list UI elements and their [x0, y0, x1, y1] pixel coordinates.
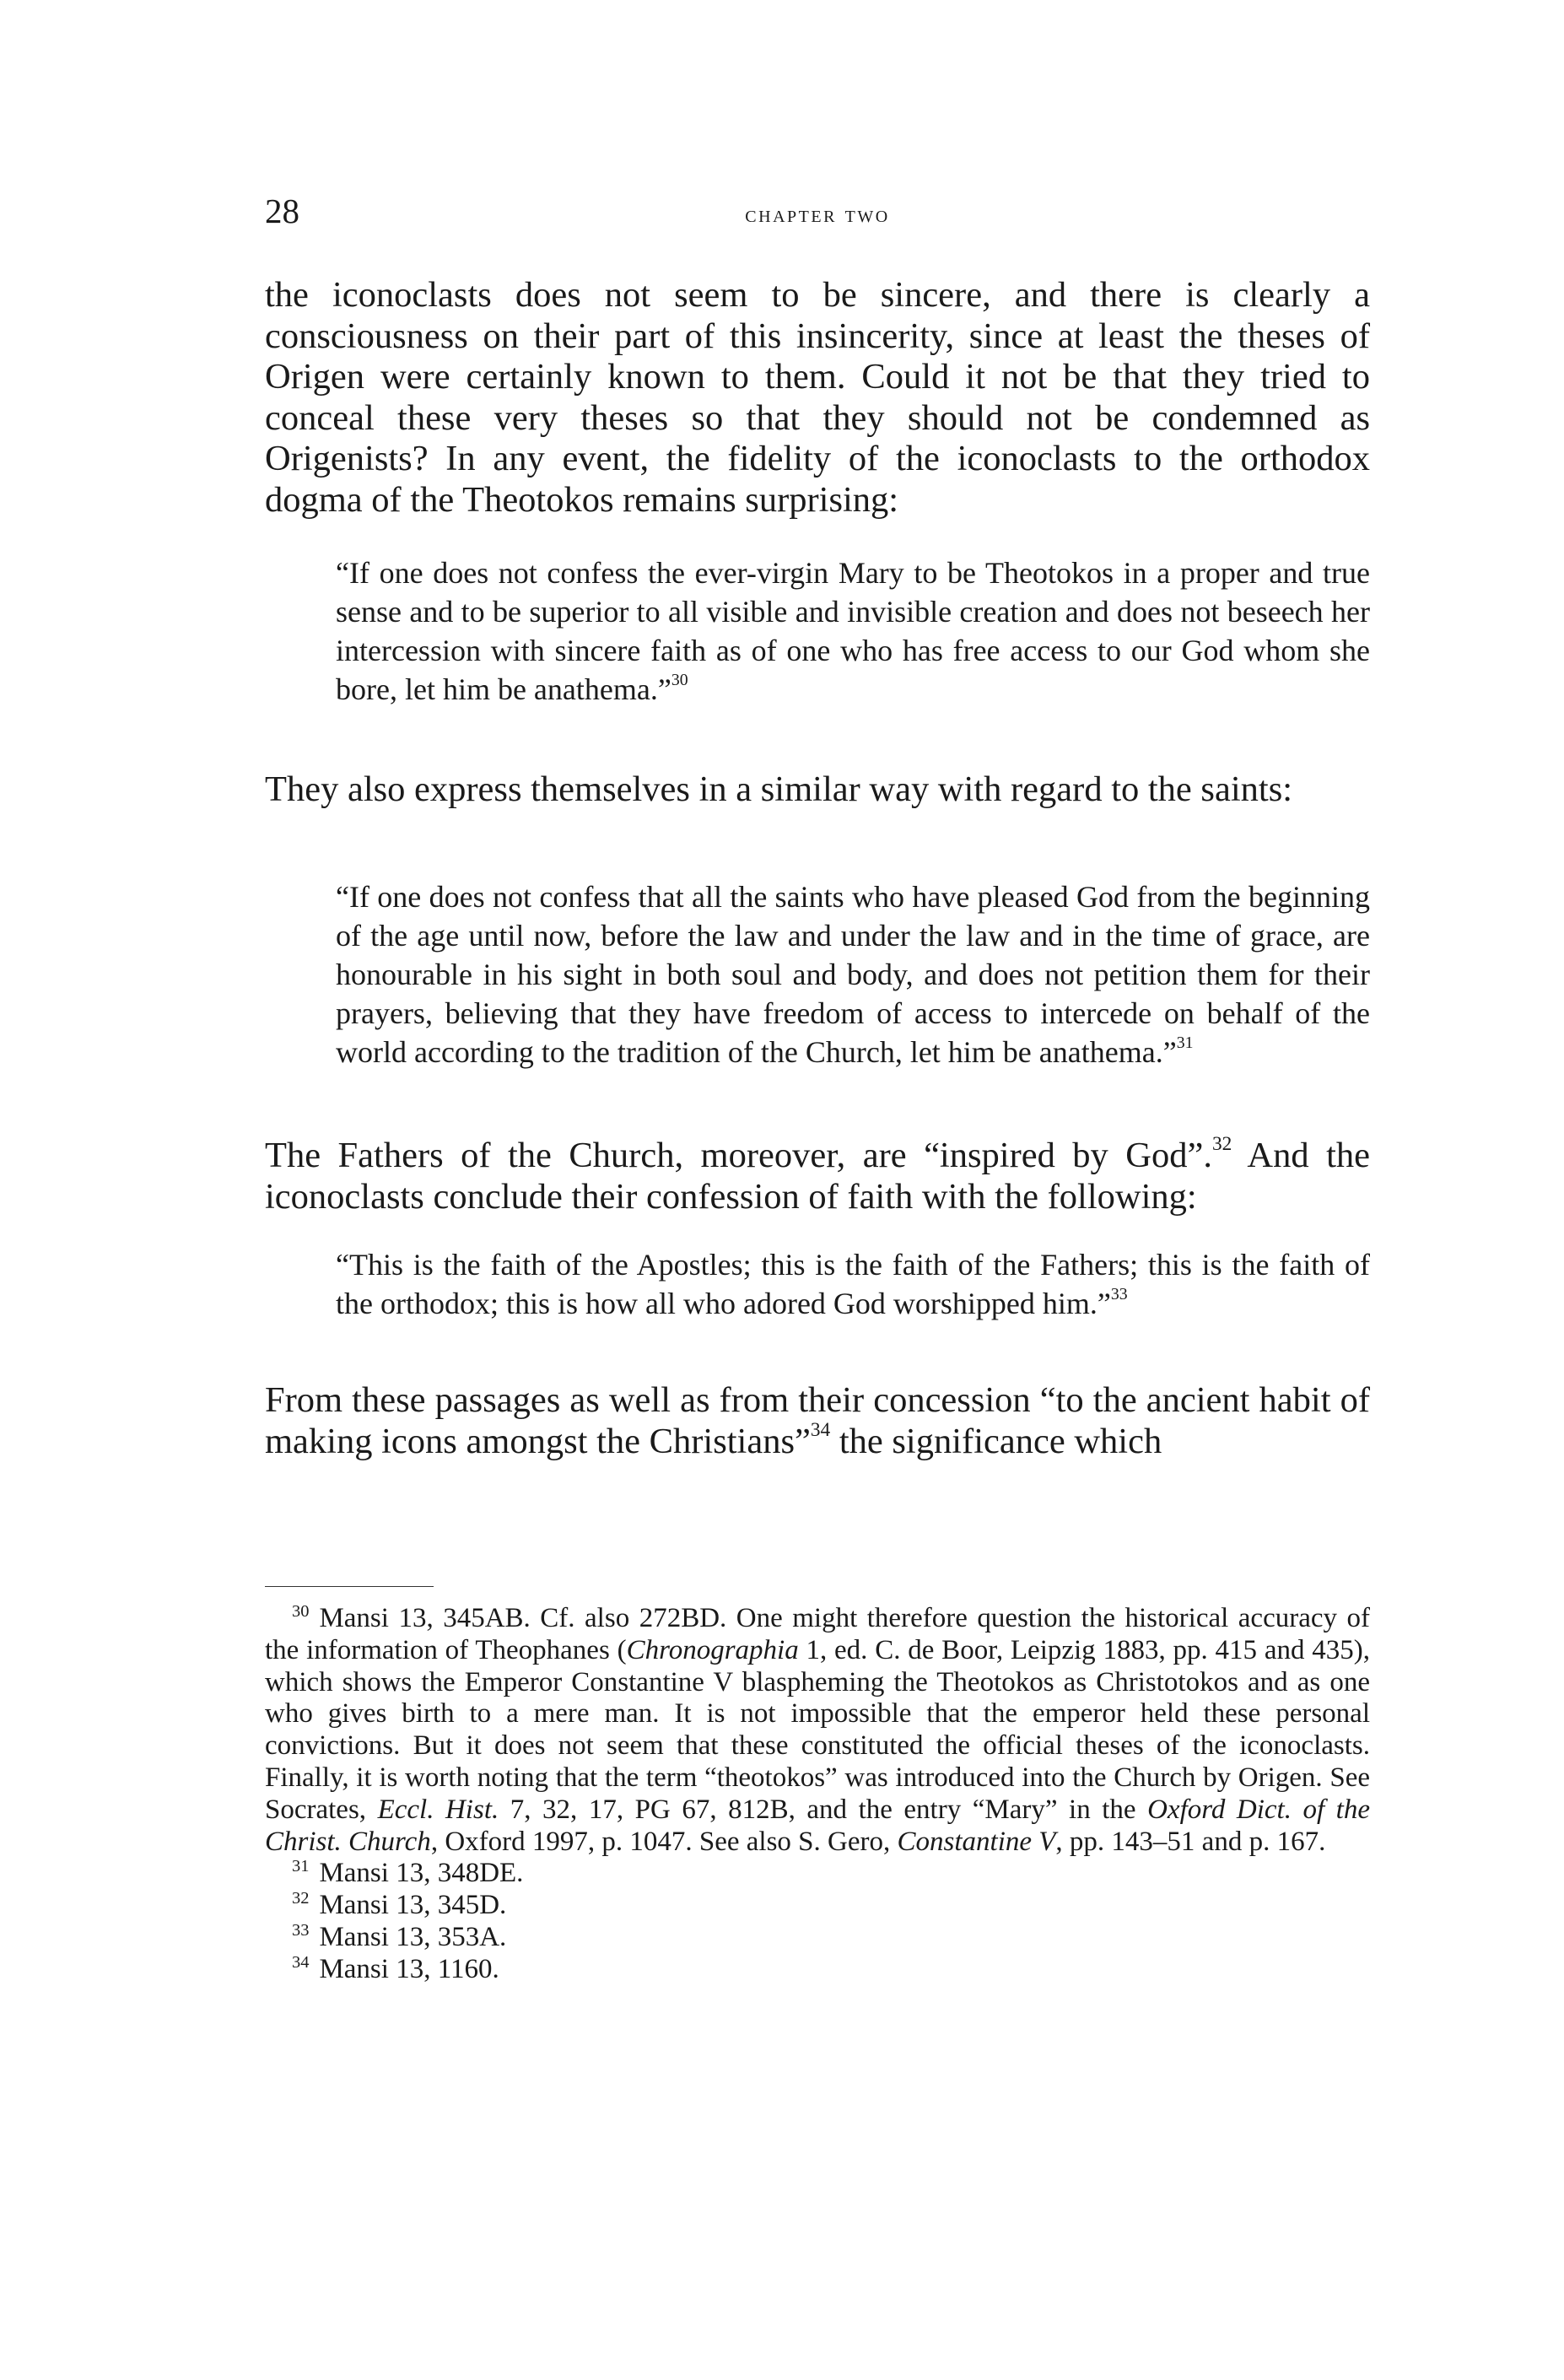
quote-text: “If one does not confess the ever-virgin Mary to be Theotokos in a proper and true sense and to be superior to all visible and invisible creation and does not beseech her intercession with sincere faith as of one who has free access to our God whom she bore, let him be anathema.”: [336, 556, 1370, 706]
footnote-text: Mansi 13, 348DE.: [319, 1858, 524, 1889]
footnote-text: , Oxford 1997, p. 1047. See also S. Gero,: [430, 1826, 898, 1857]
footnote: [265, 1890, 1370, 1922]
running-head: chapter two: [745, 201, 890, 228]
footnote-number: 31: [292, 1857, 310, 1876]
page-number: 28: [265, 192, 299, 230]
footnote: [265, 1858, 1370, 1890]
footnote-number: 32: [292, 1888, 310, 1908]
block-quote: [336, 1245, 1370, 1323]
footnote-reference: 30: [671, 671, 688, 690]
page-header: [265, 187, 1370, 238]
footnote: [265, 1954, 1370, 1986]
footnote-text: Mansi 13, 345AB. Cf. also 272BD. One might therefore question the historical accuracy of the information of Theophanes (: [265, 1603, 1370, 1665]
footnote-italic-title: Constantine V: [897, 1826, 1056, 1857]
footnote-number: 34: [292, 1952, 310, 1972]
footnote-text: Mansi 13, 345D.: [319, 1890, 507, 1921]
footnote-italic-title: Eccl. Hist.: [377, 1794, 499, 1825]
footnote-text: , pp. 143–51 and p. 167.: [1055, 1826, 1326, 1857]
footnote-text: Mansi 13, 353A.: [319, 1921, 507, 1952]
body-paragraph: [265, 1133, 1370, 1217]
footnote: [265, 1922, 1370, 1954]
footnotes: [265, 1603, 1370, 1986]
footnote-text: 7, 32, 17, PG 67, 812B, and the entry “Mary” in the: [499, 1794, 1148, 1825]
body-paragraph: [265, 275, 1370, 521]
footnote-number: 33: [292, 1920, 310, 1940]
paragraph-text: The Fathers of the Church, moreover, are “inspired by God”.: [265, 1136, 1212, 1175]
footnote-text: Mansi 13, 1160.: [319, 1953, 499, 1984]
footnote-text: 1, ed. C. de Boor, Leipzig 1883, pp. 415 and 435), which shows the Emperor Constantine V blaspheming the Theotokos as Christotokos and as one who gives birth to a mere man. It is not impossible that the emperor held these personal convictions. But it does not seem that these constituted the official theses of the iconoclasts. Finally, it is worth noting that the term “theotokos” was introduced into the Church by Origen. See Socrates,: [265, 1634, 1370, 1825]
paragraph-text: They also express themselves in a similar way with regard to the saints:: [265, 769, 1293, 809]
footnote-italic-title: Chronographia: [626, 1634, 799, 1665]
footnote: [265, 1603, 1370, 1858]
footnote-divider: [265, 1586, 434, 1587]
footnote-reference: 32: [1211, 1133, 1232, 1156]
block-quote: [336, 553, 1370, 709]
footnote-reference: 33: [1110, 1285, 1128, 1304]
footnote-reference: 31: [1176, 1033, 1194, 1053]
paragraph-text: the significance which: [830, 1421, 1162, 1461]
block-quote: [336, 877, 1370, 1071]
footnote-number: 30: [292, 1601, 310, 1621]
paragraph-text: the iconoclasts does not seem to be sincere, and there is clearly a consciousness on their part of this insincerity, since at least the theses of Origen were certainly known to them. Could it not be that they tried to conceal these very theses so that they should not be condemned as Origenists? In any event, the fidelity of the iconoclasts to the orthodox dogma of the Theotokos remains surprising:: [265, 275, 1370, 520]
footnote-italic-title: Oxford Dict. of the Christ. Church: [265, 1794, 1370, 1857]
paragraph-text: And the iconoclasts conclude their confession of faith with the following:: [265, 1136, 1370, 1217]
body-paragraph: [265, 1380, 1370, 1462]
quote-text: “If one does not confess that all the saints who have pleased God from the beginning of the age until now, before the law and under the law and in the time of grace, are honourable in his sight in both soul and body, and does not petition them for their prayers, believing that they have freedom of access to intercede on behalf of the world according to the tradition of the Church, let him be anathema.”: [336, 880, 1370, 1069]
paragraph-text: From these passages as well as from their concession “to the ancient habit of making icons amongst the Christians”: [265, 1380, 1370, 1461]
quote-text: “This is the faith of the Apostles; this is the faith of the Fathers; this is the faith of the orthodox; this is how all who adored God worshipped him.”: [336, 1248, 1370, 1320]
footnote-reference: 34: [810, 1418, 831, 1441]
body-paragraph: [265, 769, 1370, 811]
